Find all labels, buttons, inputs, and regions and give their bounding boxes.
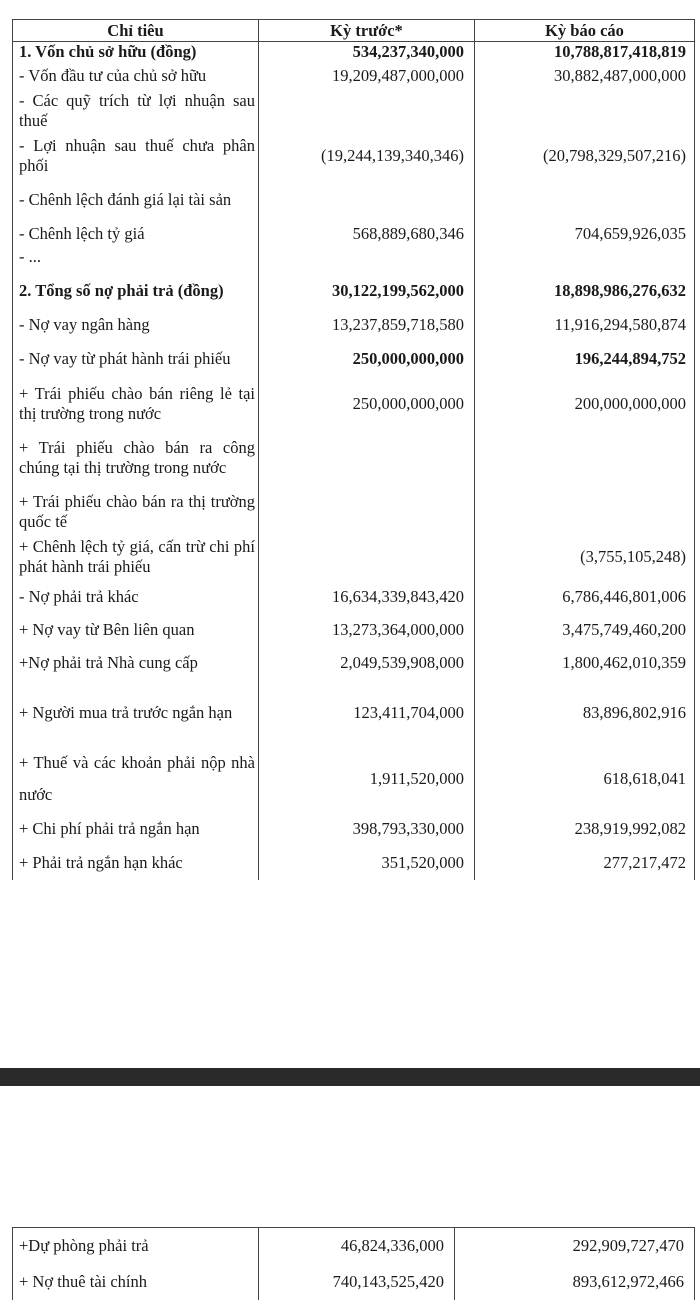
column-header-previous-period: Kỳ trước* (259, 20, 475, 42)
previous-value: 13,237,859,718,580 (259, 313, 475, 337)
financial-table (12, 19, 695, 880)
previous-value (259, 490, 475, 534)
column-header-reporting-period: Kỳ báo cáo (475, 20, 695, 42)
row-label: + Trái phiếu chào bán riêng lẻ tại thị trường trong nước (13, 381, 259, 426)
row-label: - Nợ phải trả khác (13, 580, 259, 613)
previous-value: 568,889,680,346 (259, 222, 475, 246)
current-value: 200,000,000,000 (475, 381, 695, 426)
row-label: - Chênh lệch đánh giá lại tài sản (13, 178, 259, 222)
table-row (13, 313, 695, 337)
current-value (475, 178, 695, 222)
table-row (13, 534, 695, 580)
row-label: 1. Vốn chủ sở hữu (đồng) (13, 42, 259, 63)
previous-value: 250,000,000,000 (259, 381, 475, 426)
row-label: + Trái phiếu chào bán ra công chúng tại thị trường trong nước (13, 426, 259, 490)
table-header-row (13, 20, 695, 42)
current-value: 30,882,487,000,000 (475, 62, 695, 89)
previous-value: 123,411,704,000 (259, 680, 475, 746)
table-row (13, 490, 695, 534)
current-value (475, 246, 695, 268)
current-value: 10,788,817,418,819 (475, 42, 695, 63)
previous-value: 30,122,199,562,000 (259, 268, 475, 313)
table-row (13, 381, 695, 426)
table-row (13, 613, 695, 646)
previous-value: 46,824,336,000 (259, 1228, 455, 1264)
current-value (475, 89, 695, 133)
current-value: 6,786,446,801,006 (475, 580, 695, 613)
previous-value (259, 246, 475, 268)
table-row (13, 133, 695, 178)
current-value: 704,659,926,035 (475, 222, 695, 246)
previous-value: 351,520,000 (259, 846, 475, 880)
column-header-indicator: Chỉ tiêu (13, 20, 259, 42)
row-label: - Nợ vay ngân hàng (13, 313, 259, 337)
previous-value: 13,273,364,000,000 (259, 613, 475, 646)
row-label: + Nợ vay từ Bên liên quan (13, 613, 259, 646)
current-value: 11,916,294,580,874 (475, 313, 695, 337)
previous-value: 16,634,339,843,420 (259, 580, 475, 613)
table-row (13, 812, 695, 846)
page-separator (0, 1068, 700, 1086)
row-label: 2. Tổng số nợ phải trả (đồng) (13, 268, 259, 313)
table-row (13, 646, 695, 680)
current-value (475, 490, 695, 534)
previous-value: (19,244,139,340,346) (259, 133, 475, 178)
current-value: 83,896,802,916 (475, 680, 695, 746)
previous-value (259, 534, 475, 580)
financial-table-continued (12, 1227, 695, 1300)
table-row (13, 1264, 695, 1300)
table-row (13, 846, 695, 880)
current-value: 238,919,992,082 (475, 812, 695, 846)
row-label: - Vốn đầu tư của chủ sở hữu (13, 62, 259, 89)
previous-value (259, 426, 475, 490)
table-row (13, 62, 695, 89)
previous-value: 1,911,520,000 (259, 746, 475, 812)
previous-value (259, 89, 475, 133)
table-row (13, 1228, 695, 1264)
table-row (13, 42, 695, 63)
previous-value: 534,237,340,000 (259, 42, 475, 63)
row-label: - Lợi nhuận sau thuế chưa phân phối (13, 133, 259, 178)
table-row (13, 89, 695, 133)
current-value: 3,475,749,460,200 (475, 613, 695, 646)
row-label: - ... (13, 246, 259, 268)
table-row (13, 426, 695, 490)
previous-value (259, 178, 475, 222)
current-value: 618,618,041 (475, 746, 695, 812)
previous-value: 19,209,487,000,000 (259, 62, 475, 89)
current-value: 292,909,727,470 (455, 1228, 695, 1264)
row-label: + Chi phí phải trả ngắn hạn (13, 812, 259, 846)
current-value: 196,244,894,752 (475, 337, 695, 381)
previous-value: 2,049,539,908,000 (259, 646, 475, 680)
current-value: 1,800,462,010,359 (475, 646, 695, 680)
table-row (13, 246, 695, 268)
table-row (13, 746, 695, 812)
current-value: 893,612,972,466 (455, 1264, 695, 1300)
current-value: (20,798,329,507,216) (475, 133, 695, 178)
table-row (13, 580, 695, 613)
row-label: + Phải trả ngắn hạn khác (13, 846, 259, 880)
current-value: 18,898,986,276,632 (475, 268, 695, 313)
previous-value: 250,000,000,000 (259, 337, 475, 381)
current-value: (3,755,105,248) (475, 534, 695, 580)
table-row (13, 178, 695, 222)
table-row (13, 222, 695, 246)
table-row (13, 680, 695, 746)
row-label: + Thuế và các khoản phải nộp nhà nước (13, 746, 259, 812)
current-value (475, 426, 695, 490)
previous-value: 740,143,525,420 (259, 1264, 455, 1300)
row-label: +Nợ phải trả Nhà cung cấp (13, 646, 259, 680)
row-label: - Nợ vay từ phát hành trái phiếu (13, 337, 259, 381)
row-label: + Chênh lệch tỷ giá, cấn trừ chi phí phát hành trái phiếu (13, 534, 259, 580)
row-label: + Người mua trả trước ngắn hạn (13, 680, 259, 746)
row-label: - Các quỹ trích từ lợi nhuận sau thuế (13, 89, 259, 133)
current-value: 277,217,472 (475, 846, 695, 880)
row-label: +Dự phòng phải trả (13, 1228, 259, 1264)
row-label: + Trái phiếu chào bán ra thị trường quốc tế (13, 490, 259, 534)
previous-value: 398,793,330,000 (259, 812, 475, 846)
row-label: - Chênh lệch tỷ giá (13, 222, 259, 246)
row-label: + Nợ thuê tài chính (13, 1264, 259, 1300)
table-row (13, 268, 695, 313)
table-row (13, 337, 695, 381)
